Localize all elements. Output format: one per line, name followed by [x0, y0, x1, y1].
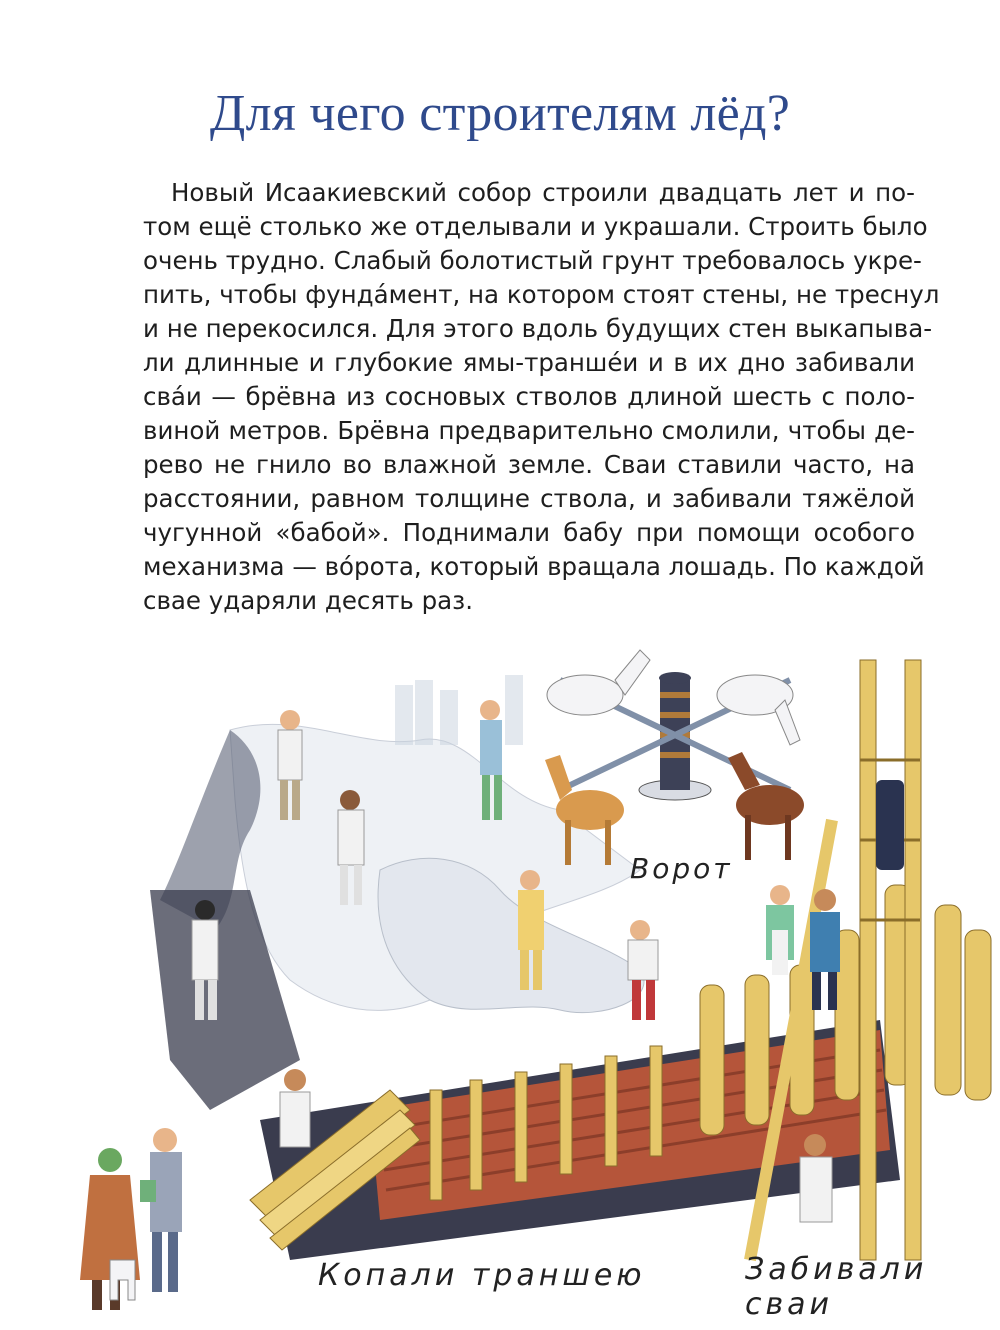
background-figures: [395, 675, 523, 745]
paragraph-line: ли длинные и глубокие ямы-транше́и и в их дно забивали: [143, 348, 915, 377]
construction-illustration: [0, 640, 1000, 1330]
worker-7: [766, 885, 794, 975]
caption-dig-trench: Копали траншею: [318, 1258, 646, 1293]
horse-white-right: [717, 675, 800, 745]
vorot-label: Ворот: [630, 852, 733, 885]
main-paragraph: [143, 176, 940, 618]
dog: [110, 1260, 135, 1300]
horse-white-left: [547, 650, 650, 715]
worker-5: [628, 920, 658, 1020]
paragraph-line: механизма — во́рота, который вращала лошадь. По каждой: [143, 552, 925, 581]
horse-brown-right: [728, 752, 804, 860]
paragraph-line: свае ударяли десять раз.: [143, 586, 473, 615]
caption-drive-piles: Забивали сваи: [745, 1252, 928, 1322]
paragraph-line: пить, чтобы фунда́мент, на котором стоят стены, не треснул: [143, 280, 940, 309]
paragraph-line: рево не гнило во влажной земле. Сваи ставили часто, на: [143, 450, 915, 479]
paragraph-line: Новый Исаакиевский собор строили двадцать лет и по-: [171, 178, 915, 207]
paragraph-line: том ещё столько же отделывали и украшали. Строить было: [143, 212, 928, 241]
paragraph-line: расстоянии, равном толщине ствола, и забивали тяжёлой: [143, 484, 915, 513]
paragraph-line: очень трудно. Слабый болотистый грунт требовалось укре-: [143, 246, 922, 275]
page-title: Для чего строителям лёд?: [209, 85, 791, 142]
paragraph-line: чугунной «бабой». Поднимали бабу при помощи особого: [143, 518, 915, 547]
onlooker-man: [140, 1128, 182, 1292]
paragraph-line: виной метров. Брёвна предварительно смолили, чтобы де-: [143, 416, 915, 445]
worker-10: [280, 1069, 310, 1147]
paragraph-line: и не перекосился. Для этого вдоль будущих стен выкапыва-: [143, 314, 933, 343]
paragraph-line: сва́и — брёвна из сосновых стволов длиной шесть с поло-: [143, 382, 915, 411]
